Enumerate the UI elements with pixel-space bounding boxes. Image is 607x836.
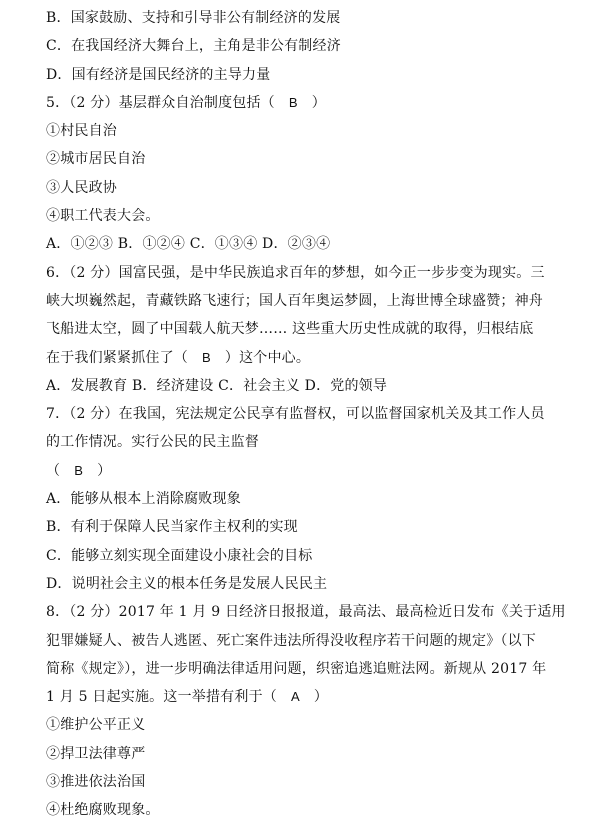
q7-answer-line [46,457,556,485]
q5-item-4: ④职工代表大会。 [46,208,160,225]
q4-option-c: C．在我国经济大舞台上，主角是非公有制经济 [46,38,341,55]
q4-option-d: D．国有经济是国民经济的主导力量 [46,66,271,83]
q8-item-4: ④杜绝腐败现象。 [46,802,160,819]
q8-stem-line-2: 犯罪嫌疑人、被告人逃匿、死亡案件违法所得没收程序若干问题的规定》（以下 [46,632,536,649]
q4-option-b: B．国家鼓励、支持和引导非公有制经济的发展 [46,10,341,26]
q8-item-3: ③推进依法治国 [46,774,146,791]
q5-options: A．①②③ B．①②④ C．①③④ D．②③④ [46,236,331,253]
q8-stem-text: 1 月 5 日起实施。这一举措有利于（ [46,689,277,706]
q8-item-1: ①维护公平正义 [46,717,146,734]
q7-stem-line-1: 7．（2 分）在我国，宪法规定公民享有监督权，可以监督国家机关及其工作人员 [46,406,545,423]
q7-option-c: C．能够立刻实现全面建设小康社会的目标 [46,547,313,564]
q5-item-2: ②城市居民自治 [46,151,146,168]
q5-stem-text: 5．（2 分）基层群众自治制度包括（ [46,94,275,111]
q7-stem-line-2: 的工作情况。实行公民的民主监督 [46,434,259,451]
q8-stem-line-3: 简称《规定》），进一步明确法律适用问题，织密追逃追赃法网。新规从 2017 年 [46,660,547,677]
q6-stem-line-4 [46,344,556,372]
q5-stem-close: ） [311,94,326,111]
q6-stem-line-1: 6．（2 分）国富民强，是中华民族追求百年的梦想，如今正一步步变为现实。三 [46,264,545,281]
q7-option-a: A．能够从根本上消除腐败现象 [46,491,241,508]
q6-stem-close: ）这个中心。 [224,349,311,366]
q5-item-1: ①村民自治 [46,123,117,140]
q7-option-b: B．有利于保障人民当家作主权利的实现 [46,519,298,536]
q7-option-d: D．说明社会主义的根本任务是发展人民民主 [46,575,328,592]
q8-stem-close: ） [313,689,329,706]
q7-paren-close: ） [97,462,112,479]
q6-stem-text: 在于我们紧紧抓住了（ [46,349,188,366]
q8-stem-line-1: 8．（2 分）2017 年 1 月 9 日经济日报报道，最高法、最高检近日发布《关于适用 [46,604,566,621]
q8-answer: A [290,689,300,705]
q6-stem-line-2: 峡大坝巍然起，青藏铁路飞速行；国人百年奥运梦圆，上海世博全球盛赞；神舟 [46,292,543,309]
exam-page [46,4,566,825]
q7-answer: B [74,462,84,478]
q8-item-2: ②捍卫法律尊严 [46,745,146,762]
q5-stem [46,89,556,117]
q6-stem-line-3: 飞船进太空，圆了中国载人航天梦…… 这些重大历史性成就的取得，归根结底 [46,321,534,338]
q7-paren-open: （ [46,462,61,479]
q8-stem-line-4 [46,683,556,711]
q5-item-3: ③人民政协 [46,179,117,196]
q6-options: A．发展教育 B．经济建设 C．社会主义 D．党的领导 [46,377,388,394]
q6-answer: B [202,349,211,365]
q5-answer: B [288,94,298,110]
